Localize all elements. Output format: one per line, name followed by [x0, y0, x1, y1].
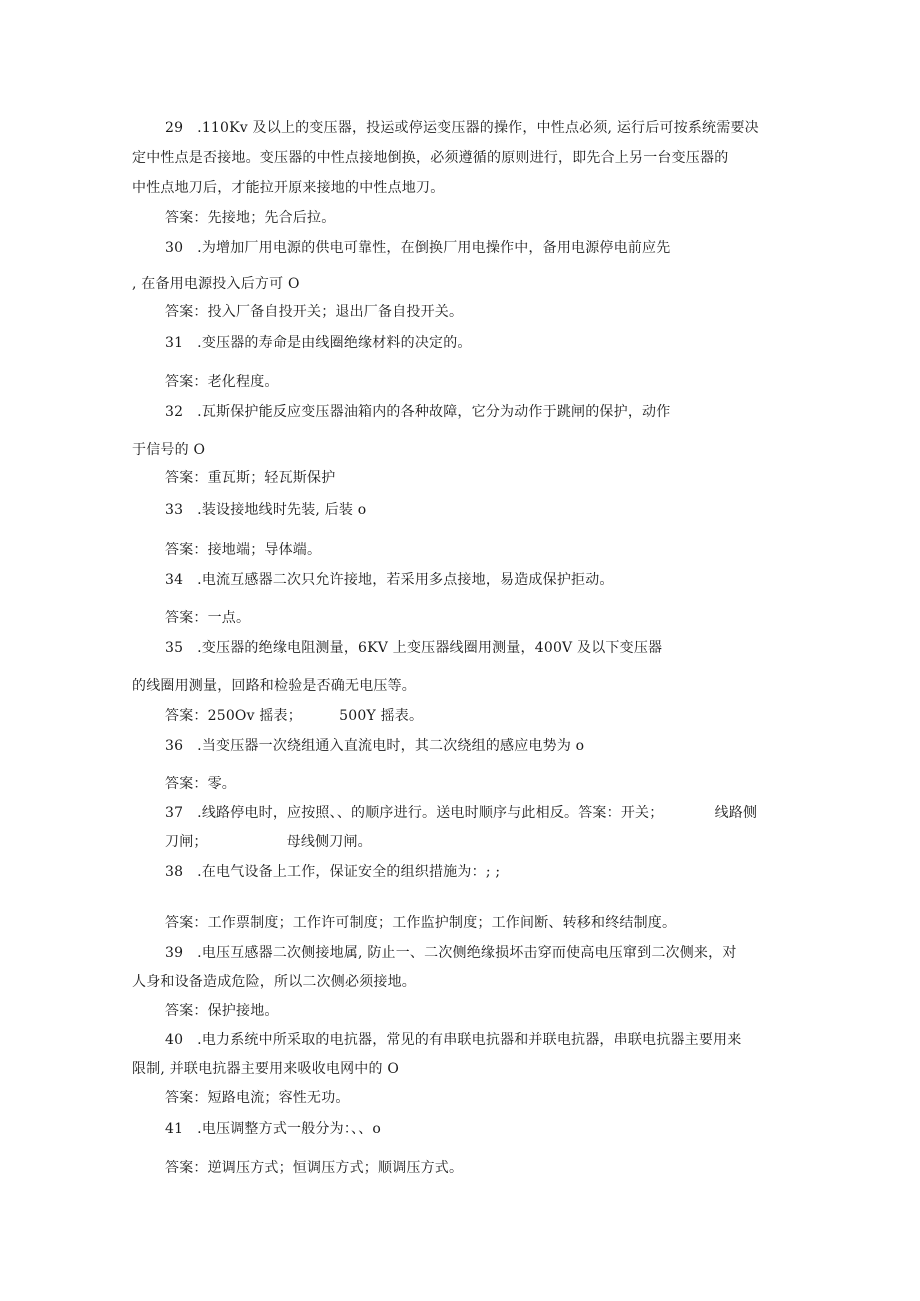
question-35-line-2: 的线圈用测量，回路和检验是否确无电压等。: [132, 678, 416, 694]
question-37-line-1: 37 .线路停电时，应按照、、的顺序进行。送电时顺序与此相反。答案：开关； 线路侧: [165, 805, 758, 821]
answer-36: 答案：零。: [165, 776, 236, 792]
question-33: 33 .装设接地线时先装, 后装 o: [165, 502, 367, 518]
question-32-line-2: 于信号的 O: [132, 442, 206, 458]
question-37-line-2: 刀闸； 母线侧刀闸。: [165, 834, 372, 850]
answer-33: 答案：接地端；导体端。: [165, 542, 322, 558]
question-29-line-3: 中性点地刀后，才能拉开原来接地的中性点地刀。: [132, 180, 445, 196]
question-40-line-1: 40 .电力系统中所采取的电抗器，常见的有串联电抗器和并联电抗器，串联电抗器主要用来: [165, 1032, 742, 1048]
answer-41: 答案：逆调压方式；恒调压方式；顺调压方式。: [165, 1160, 464, 1176]
answer-40: 答案：短路电流；容性无功。: [165, 1090, 350, 1106]
question-38: 38 .在电气设备上工作，保证安全的组织措施为：; ;: [165, 864, 501, 880]
answer-35: 答案：250Ov 摇表； 500Y 摇表。: [165, 708, 424, 724]
answer-38: 答案：工作票制度；工作许可制度；工作监护制度；工作间断、转移和终结制度。: [165, 915, 677, 931]
question-39-line-2: 人身和设备造成危险，所以二次侧必须接地。: [132, 974, 416, 990]
question-34: 34 .电流互感器二次只允许接地，若采用多点接地，易造成保护拒动。: [165, 572, 614, 588]
question-41: 41 .电压调整方式一般分为：、、o: [165, 1121, 382, 1137]
answer-31: 答案：老化程度。: [165, 374, 279, 390]
question-35-line-1: 35 .变压器的绝缘电阻测量，6KV 上变压器线圈用测量，400V 及以下变压器: [165, 640, 663, 656]
answer-32: 答案：重瓦斯；轻瓦斯保护: [165, 470, 336, 486]
question-39-line-1: 39 .电压互感器二次侧接地属, 防止一、二次侧绝缘损坏击穿而使高电压窜到二次侧来，对: [165, 945, 737, 961]
question-30-line-2: , 在备用电源投入后方可 O: [132, 276, 300, 292]
question-29-line-2: 定中性点是否接地。变压器的中性点接地倒换，必须遵循的原则进行，即先合上另一台变压器的: [132, 150, 729, 166]
answer-30: 答案：投入厂备自投开关；退出厂备自投开关。: [165, 304, 464, 320]
question-32-line-1: 32 .瓦斯保护能反应变压器油箱内的各种故障，它分为动作于跳闸的保护，动作: [165, 404, 671, 420]
question-29-line-1: 29 .110Kv 及以上的变压器，投运或停运变压器的操作，中性点必须, 运行后可按系统需要决: [165, 120, 759, 136]
answer-34: 答案：一点。: [165, 610, 251, 626]
question-31: 31 .变压器的寿命是由线圈绝缘材料的决定的。: [165, 335, 472, 351]
question-30-line-1: 30 .为增加厂用电源的供电可靠性，在倒换厂用电操作中，备用电源停电前应先: [165, 240, 671, 256]
answer-29: 答案：先接地；先合后拉。: [165, 210, 336, 226]
question-40-line-2: 限制, 并联电抗器主要用来吸收电网中的 O: [132, 1061, 400, 1077]
answer-39: 答案：保护接地。: [165, 1003, 279, 1019]
question-36: 36 .当变压器一次绕组通入直流电时，其二次绕组的感应电势为 o: [165, 738, 585, 754]
